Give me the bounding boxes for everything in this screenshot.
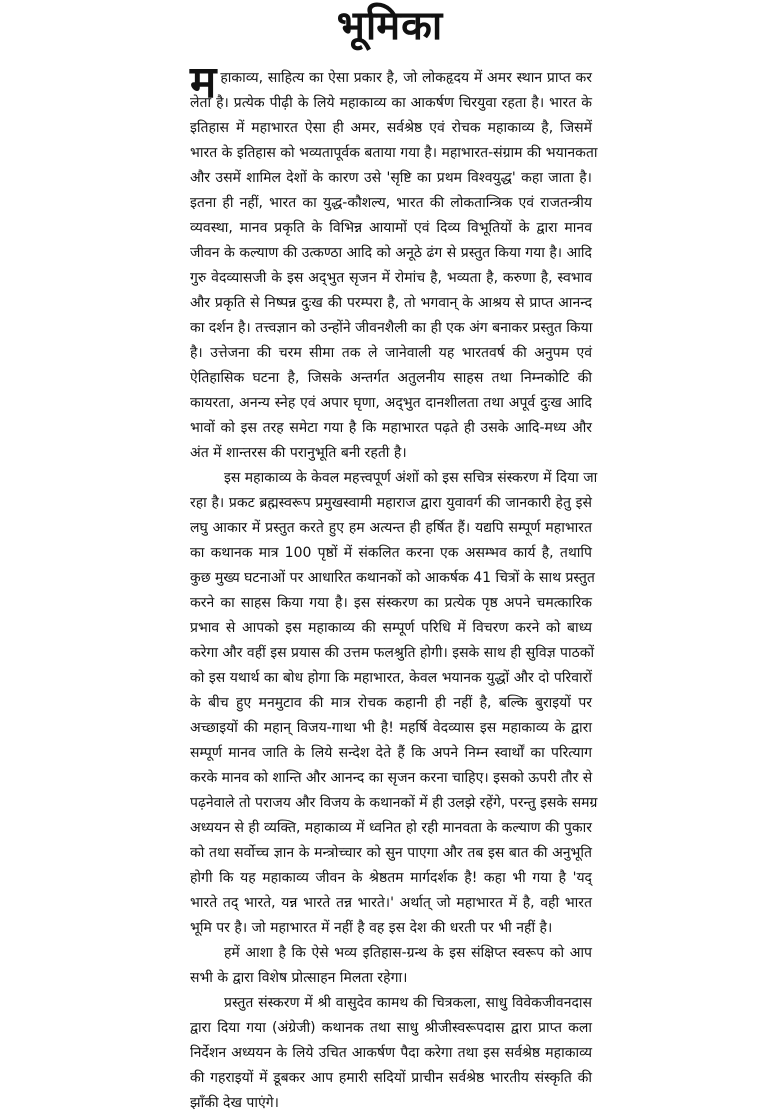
text-line bbox=[190, 341, 592, 366]
text-line bbox=[190, 141, 598, 166]
line-text: और उसमें शामिल देशों के कारण उसे 'सृष्टि का प्रथम विश्वयुद्ध' कहा जाता है। bbox=[190, 170, 592, 186]
text-line bbox=[190, 866, 592, 891]
line-text: सम्पूर्ण मानव जाति के लिये सन्देश देते हैं कि अपने निम्न स्वार्थों का परित्याग bbox=[190, 745, 592, 761]
line-text: करने का साहस किया गया है। इस संस्करण का प्रत्येक पृष्ठ अपने चमत्कारिक bbox=[190, 595, 592, 611]
text-line bbox=[190, 816, 592, 841]
text-line bbox=[190, 916, 592, 941]
line-text: भारते तद् भारते, यन्न भारते तन्न भारते।' अर्थात् जो महाभारत में है, वही भारत bbox=[190, 895, 592, 911]
text-line bbox=[190, 191, 592, 216]
text-line bbox=[190, 391, 592, 416]
line-text: भूमि पर है। जो महाभारत में नहीं है वह इस देश की धरती पर भी नहीं है। bbox=[190, 920, 553, 936]
text-line bbox=[190, 216, 592, 241]
line-text: हमें आशा है कि ऐसे भव्य इतिहास-ग्रन्थ के इस संक्षिप्त स्वरूप को आप bbox=[224, 945, 592, 961]
line-text: हाकाव्य, साहित्य का ऐसा प्रकार है, जो लोकहृदय में अमर स्थान प्राप्त कर bbox=[220, 70, 592, 86]
line-text: रहा है। प्रकट ब्रह्मस्वरूप प्रमुखस्वामी महाराज द्वारा युवावर्ग की जानकारी हेतु इसे bbox=[190, 495, 592, 511]
text-line bbox=[190, 1041, 592, 1066]
text-line bbox=[190, 891, 592, 916]
line-text: करेगा और वहीं इस प्रयास की उत्तम फलश्रुति होगी। इसके साथ ही सुविज्ञ पाठकों bbox=[190, 645, 595, 661]
line-text: व्यवस्था, मानव प्रकृति के विभिन्न आयामों एवं दिव्य विभूतियों के द्वारा मानव bbox=[190, 220, 592, 236]
line-text: को तथा सर्वोच्च ज्ञान के मन्त्रोच्चार को सुन पाएगा और तब इस बात की अनुभूति bbox=[190, 845, 592, 861]
line-text: पढ़नेवाले तो पराजय और विजय के कथानकों में ही उलझे रहेंगे, परन्तु इसके समग्र bbox=[190, 795, 598, 811]
line-text: ऐतिहासिक घटना है, जिसके अन्तर्गत अतुलनीय साहस तथा निम्नकोटि की bbox=[190, 370, 592, 386]
text-line bbox=[190, 741, 592, 766]
document-body bbox=[190, 57, 598, 1116]
line-text: कुछ मुख्य घटनाओं पर आधारित कथानकों को आकर्षक 41 चित्रों के साथ प्रस्तुत bbox=[190, 570, 595, 586]
text-line bbox=[190, 941, 592, 966]
text-line bbox=[190, 666, 592, 691]
text-line bbox=[190, 1016, 592, 1041]
line-text: निर्देशन अध्ययन के लिये उचित आकर्षण पैदा करेगा तथा इस सर्वश्रेष्ठ महाकाव्य bbox=[190, 1045, 592, 1061]
line-text: प्रभाव से आपको इस महाकाव्य की सम्पूर्ण परिधि में विचरण करने को बाध्य bbox=[190, 620, 592, 636]
drop-cap: म bbox=[190, 57, 217, 108]
text-line bbox=[190, 466, 598, 491]
line-text: जीवन के कल्याण की उत्कण्ठा आदि को अनूठे ढंग से प्रस्तुत किया गया है। आदि bbox=[190, 245, 592, 261]
line-text: सभी के द्वारा विशेष प्रोत्साहन मिलता रहेगा। bbox=[190, 970, 408, 986]
text-line bbox=[190, 316, 592, 341]
text-line bbox=[190, 291, 592, 316]
text-line bbox=[190, 91, 592, 116]
text-line bbox=[190, 991, 592, 1016]
line-text: कायरता, अनन्य स्नेह एवं अपार घृणा, अद्‌भुत दानशीलता तथा अपूर्व दुःख आदि bbox=[190, 395, 592, 411]
text-line bbox=[190, 416, 592, 441]
text-line bbox=[190, 616, 592, 641]
paragraph bbox=[190, 57, 598, 466]
text-line bbox=[190, 1091, 592, 1116]
line-text: का दर्शन है। तत्त्वज्ञान को उन्होंने जीवनशैली का ही एक अंग बनाकर प्रस्तुत किया bbox=[190, 320, 593, 336]
line-text: अंत में शान्तरस की परानुभूति बनी रहती है। bbox=[190, 445, 407, 461]
text-line bbox=[190, 966, 592, 991]
text-line bbox=[190, 441, 592, 466]
paragraph bbox=[190, 466, 598, 941]
text-line bbox=[190, 841, 592, 866]
text-line bbox=[190, 766, 592, 791]
paragraph bbox=[190, 941, 592, 991]
line-text: इस महाकाव्य के केवल महत्त्वपूर्ण अंशों को इस सचित्र संस्करण में दिया जा bbox=[224, 470, 598, 486]
paragraph bbox=[190, 991, 592, 1116]
line-text: इतना ही नहीं, भारत का युद्ध-कौशल्य, भारत की लोकतान्त्रिक एवं राजतन्त्रीय bbox=[190, 195, 592, 211]
line-text: इतिहास में महाभारत ऐसा ही अमर, सर्वश्रेष्ठ एवं रोचक महाकाव्य है, जिसमें bbox=[190, 120, 592, 136]
text-line bbox=[190, 166, 592, 191]
line-text: का कथानक मात्र 100 पृष्ठों में संकलित करना एक असम्भव कार्य है, तथापि bbox=[190, 545, 592, 561]
page-title: भूमिका bbox=[336, 3, 444, 49]
line-text: और प्रकृति से निष्पन्न दुःख की परम्परा है, तो भगवान् के आश्रय से प्राप्त आनन्द bbox=[190, 295, 592, 311]
line-text: द्वारा दिया गया (अंग्रेजी) कथानक तथा साधु श्रीजीस्वरूपदास द्वारा प्राप्त कला bbox=[190, 1020, 592, 1036]
text-line bbox=[190, 791, 598, 816]
line-text: अध्ययन से ही व्यक्ति, महाकाव्य में ध्वनित हो रही मानवता के कल्याण की पुकार bbox=[190, 820, 592, 836]
text-line bbox=[190, 516, 592, 541]
line-text: झाँकी देख पाएंगे। bbox=[190, 1095, 279, 1111]
line-text: होगी कि यह महाकाव्य जीवन के श्रेष्ठतम मार्गदर्शक है! कहा भी गया है 'यद् bbox=[190, 870, 592, 886]
line-text: लेता है। प्रत्येक पीढ़ी के लिये महाकाव्य का आकर्षण चिरयुवा रहता है। भारत के bbox=[190, 95, 592, 111]
line-text: प्रस्तुत संस्करण में श्री वासुदेव कामथ की चित्रकला, साधु विवेकजीवनदास bbox=[224, 995, 592, 1011]
line-text: गुरु वेदव्यासजी के इस अद्‌भुत सृजन में रोमांच है, भव्यता है, करुणा है, स्वभाव bbox=[190, 270, 592, 286]
text-line bbox=[190, 566, 595, 591]
text-line bbox=[190, 491, 592, 516]
line-text: लघु आकार में प्रस्तुत करते हुए हम अत्यन्त ही हर्षित हैं। यद्यपि सम्पूर्ण महाभारत bbox=[190, 520, 592, 536]
text-line bbox=[190, 716, 592, 741]
text-line bbox=[190, 241, 592, 266]
line-text: को इस यथार्थ का बोध होगा कि महाभारत, केवल भयानक युद्धों और दो परिवारों bbox=[190, 670, 592, 686]
line-text: भावों को इस तरह समेटा गया है कि महाभारत पढ़ते ही उसके आदि-मध्य और bbox=[190, 420, 592, 436]
line-text: भारत के इतिहास को भव्यतापूर्वक बताया गया है। महाभारत-संग्राम की भयानकता bbox=[190, 145, 598, 161]
text-line bbox=[190, 641, 595, 666]
text-line bbox=[190, 366, 592, 391]
text-line bbox=[190, 591, 592, 616]
text-line bbox=[190, 1066, 592, 1091]
line-text: अच्छाइयों की महान् विजय-गाथा भी है! महर्षि वेदव्यास इस महाकाव्य के द्वारा bbox=[190, 720, 592, 736]
text-line bbox=[190, 116, 592, 141]
line-text: की गहराइयों में डूबकर आप हमारी सदियों प्राचीन सर्वश्रेष्ठ भारतीय संस्कृति की bbox=[190, 1070, 592, 1086]
text-line bbox=[190, 541, 592, 566]
text-line bbox=[190, 691, 592, 716]
line-text: के बीच हुए मनमुटाव की मात्र रोचक कहानी ही नहीं है, बल्कि बुराइयों पर bbox=[190, 695, 592, 711]
line-text: है। उत्तेजना की चरम सीमा तक ले जानेवाली यह भारतवर्ष की अनुपम एवं bbox=[190, 345, 592, 361]
line-text: करके मानव को शान्ति और आनन्द का सृजन करना चाहिए। इसको ऊपरी तौर से bbox=[190, 770, 593, 786]
text-line bbox=[190, 266, 592, 291]
